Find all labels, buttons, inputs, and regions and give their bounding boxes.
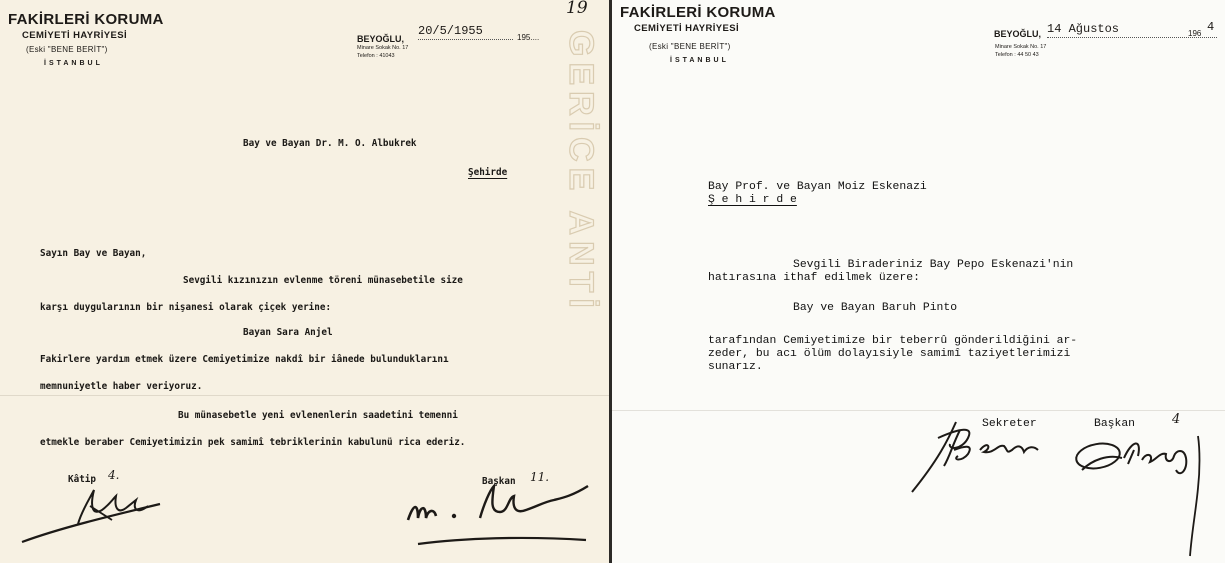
org-name: FAKİRLERİ KORUMA (8, 11, 164, 28)
letter-right (612, 0, 1225, 563)
letter-left (0, 0, 610, 563)
org-subtitle: CEMİYETİ HAYRİYESİ (22, 30, 128, 41)
org-city: İSTANBUL (670, 57, 729, 64)
president-signature (404, 482, 604, 552)
phone-line: Telefon : 44 50 43 (995, 52, 1039, 58)
body-line: zeder, bu acı ölüm dolayısiyle samimî taziyetlerimizi (708, 348, 1071, 360)
org-former-name: (Eski "BENE BERİT") (649, 42, 731, 51)
year-prefix: 196 (1188, 29, 1202, 38)
paper-fold (0, 395, 610, 396)
paper-watermark (540, 0, 610, 563)
year-digit: 4 (1207, 20, 1215, 34)
body-line: memnuniyetle haber veriyoruz. (40, 381, 203, 392)
president-signature (1072, 430, 1222, 560)
president-title: Başkan (482, 476, 516, 487)
svg-text:GERİCE ANTİ: GERİCE ANTİ (562, 30, 600, 314)
body-line: Bu münasebetle yeni evlenenlerin saadetini temenni (178, 410, 458, 421)
place-label: BEYOĞLU, (357, 34, 405, 44)
org-city: İSTANBUL (44, 60, 103, 67)
letter-date: 14 Ağustos (1047, 22, 1217, 38)
address-line: Minare Sokak No. 17 (995, 44, 1047, 50)
org-subtitle: CEMİYETİ HAYRİYESİ (634, 23, 740, 34)
salutation: Sayın Bay ve Bayan, (40, 248, 147, 259)
president-mark: 11. (530, 470, 550, 484)
donor-name: Bayan Sara Anjel (243, 327, 333, 338)
donor-name: Bay ve Bayan Baruh Pinto (793, 302, 958, 314)
body-line: sunarız. (708, 361, 763, 373)
phone-line: Telefon : 41043 (357, 53, 395, 59)
body-line: hatırasına ithaf edilmek üzere: (708, 272, 920, 284)
page-mark: 19 (566, 0, 588, 18)
recipient-name: Bay ve Bayan Dr. M. O. Albukrek (243, 138, 417, 149)
letter-date: 20/5/1955 (418, 24, 513, 40)
body-line: Fakirlere yardım etmek üzere Cemiyetimize nakdî bir iânede bulunduklarını (40, 354, 449, 365)
place-label: BEYOĞLU, (994, 29, 1042, 39)
recipient-name: Bay Prof. ve Bayan Moiz Eskenazi (708, 181, 927, 193)
org-name: FAKİRLERİ KORUMA (620, 4, 776, 21)
secretary-title: Sekreter (982, 418, 1037, 430)
president-mark: 4 (1172, 412, 1181, 427)
recipient-city: Ş e h i r d e (708, 194, 797, 206)
year-prefix: 195.... (517, 33, 540, 42)
secretary-signature (908, 416, 1048, 496)
body-line: Sevgili kızınızın evlenme töreni münasebetile size (183, 275, 463, 286)
body-line: tarafından Cemiyetimize bir teberrû gönderildiğini ar- (708, 335, 1078, 347)
secretary-mark: 4. (108, 468, 120, 482)
body-line: etmekle beraber Cemiyetimizin pek samimî tebriklerinin kabulunü rica ederiz. (40, 437, 466, 448)
address-line: Minare Sokak No. 17 (357, 45, 409, 51)
secretary-signature (20, 480, 170, 550)
paper-fold (612, 410, 1225, 411)
president-title: Başkan (1094, 418, 1136, 430)
recipient-city: Şehirde (468, 167, 508, 178)
body-line: Sevgili Biraderiniz Bay Pepo Eskenazi'nin (793, 259, 1074, 271)
body-line: karşı duygularının bir nişanesi olarak çiçek yerine: (40, 302, 332, 313)
org-former-name: (Eski "BENE BERİT") (26, 45, 108, 54)
secretary-title: Kâtip (68, 474, 96, 485)
